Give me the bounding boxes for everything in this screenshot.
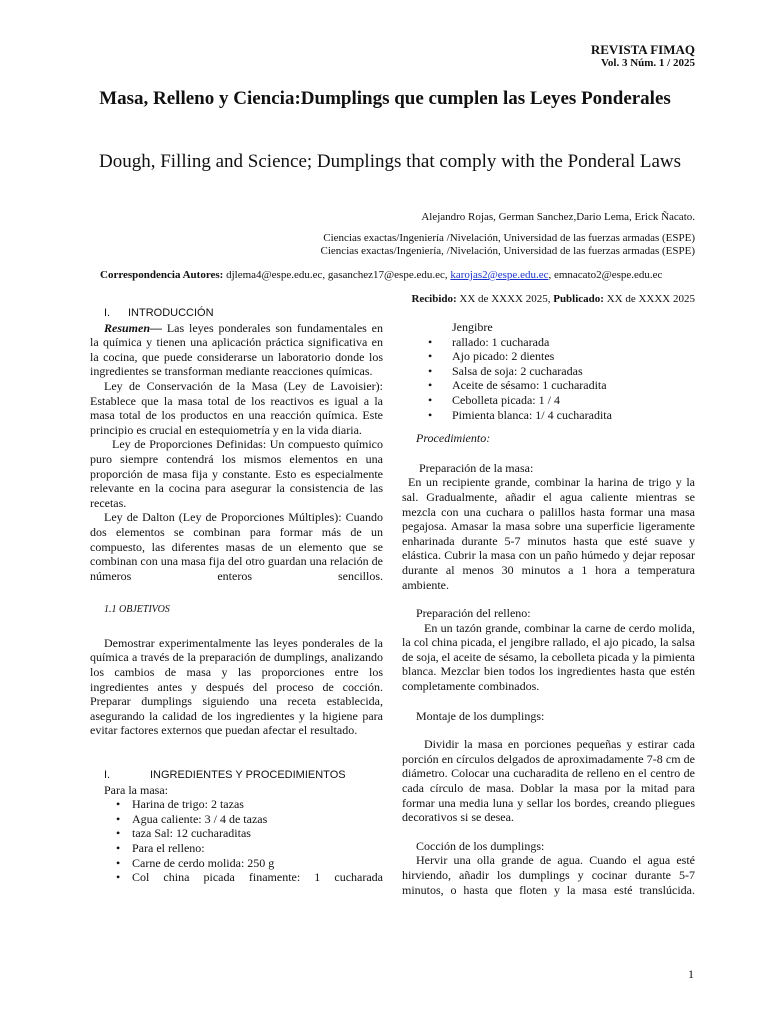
title-english: Dough, Filling and Science; Dumplings that comply with the Ponderal Laws [98, 151, 682, 172]
affiliations [321, 232, 695, 258]
right-column [402, 320, 695, 897]
published-value: XX de XXXX 2025 [603, 293, 695, 305]
filling-heading: Preparación del relleno: [416, 606, 531, 621]
list-item-text: Harina de trigo: 2 tazas [132, 797, 244, 812]
list-item-text: Ajo picado: 2 dientes [452, 349, 555, 364]
list-item [402, 349, 695, 364]
paragraph-proust: Ley de Proporciones Definidas: Un compuesto químico puro siempre contendrá los mismos elementos en una proporción de masa fija y constante. Esto es especialmente relevante en la cocina para asegurar la consistencia de las recetas. [90, 437, 383, 510]
section-title: INGREDIENTES Y PROCEDIMIENTOS [150, 769, 346, 782]
section-ingredients-heading [90, 768, 383, 783]
list-item-text: Agua caliente: 3 / 4 de tazas [132, 811, 268, 826]
bullet-icon: • [428, 363, 433, 378]
list-item [90, 856, 383, 871]
list-item [402, 364, 695, 379]
list-item-text: Cebolleta picada: 1 / 4 [452, 392, 560, 407]
bullet-icon: • [116, 870, 121, 885]
received-label: Recibido: [411, 293, 457, 305]
section-title: INTRODUCCIÓN [128, 307, 214, 319]
cooking-heading: Cocción de los dumplings: [416, 838, 545, 853]
list-item [402, 393, 695, 408]
bullet-icon: • [116, 826, 121, 841]
bullet-icon: • [116, 841, 121, 855]
abstract-text: Las leyes ponderales son fundamentales en la química y tienen una aplicación práctica significativa en la cocina, que puede considerarse un laboratorio donde los ingredientes se transforman mediante reacciones químicas. [90, 320, 383, 379]
received-line [411, 293, 695, 305]
abstract [90, 321, 383, 379]
list-item [402, 408, 695, 423]
affiliation-2: Ciencias exactas/Ingeniería, /Nivelación, Universidad de las fuerzas armadas (ESPE) [320, 245, 695, 257]
list-item-text: Salsa de soja: 2 cucharadas [452, 363, 583, 378]
cooking-text: Hervir una olla grande de agua. Cuando el agua esté hirviendo, añadir los dumplings y cocinar durante 5-7 minutos, o hasta que floten y la masa esté translúcida. [402, 853, 695, 897]
section-number: I. [104, 307, 111, 319]
received-value: XX de XXXX 2025, [456, 293, 554, 305]
published-label: Publicado: [553, 293, 604, 305]
page-number: 1 [688, 967, 694, 981]
ingredient-list [90, 797, 383, 885]
dough-text: En un recipiente grande, combinar la harina de trigo y la sal. Gradualmente, añadir el agua caliente mientras se mezcla con una cuchara o palillos hasta formar una masa pegajosa. Amasar la masa sobre una superficie ligeramente enharinada durante 5-7 minutos hasta que esté suave y elástica. Cubrir la masa con un paño húmedo y dejar reposar durante al menos 30 minutos a 1 hora a temperatura ambiente. [402, 475, 695, 592]
list-item-text: Carne de cerdo molida: 250 g [132, 855, 275, 870]
email-link[interactable]: karojas2@espe.edu.ec [450, 269, 549, 281]
correspondence [100, 269, 700, 281]
bullet-icon: • [428, 407, 433, 422]
objectives-text: Demostrar experimentalmente las leyes ponderales de la química a través de la preparación de dumplings, analizando los cambios de masa y las proporciones entre los ingredientes antes y después del proceso de cocción. Preparar dumplings siguiendo una receta establecida, asegurando la calidad de los ingredientes y la higiene para evitar factores externos que puedan afectar el resultado. [90, 635, 383, 738]
bullet-icon: • [116, 811, 121, 826]
journal-name: REVISTA FIMAQ [590, 42, 695, 57]
dough-heading: Preparación de la masa: [419, 460, 534, 475]
affiliation-1: Ciencias exactas/Ingeniería /Nivelación, Universidad de las fuerzas armadas (ESPE) [323, 232, 695, 244]
list-item [90, 826, 383, 841]
bullet-icon: • [116, 797, 121, 812]
bullet-icon: • [116, 855, 121, 870]
ingredient-list-continued [402, 335, 695, 423]
correspondence-emails-end: , emnacato2@espe.edu.ec [548, 269, 663, 281]
correspondence-emails: djlema4@espe.edu.ec, gasanchez17@espe.edu.ec, [223, 269, 451, 281]
journal-volume: Vol. 3 Núm. 1 / 2025 [600, 57, 695, 69]
list-item-text: taza Sal: 12 cucharaditas [132, 826, 251, 841]
ginger-line: Jengibre [452, 320, 493, 334]
filling-text: En un tazón grande, combinar la carne de cerdo molida, la col china picada, el jengibre rallado, el ajo picado, la salsa de soja, el aceite de sésamo, la cebolleta picada y la pimienta blanca. Mezclar bien todos los ingredientes hasta que estén completamente combinados. [402, 620, 695, 694]
abstract-label: Resumen— [104, 320, 163, 335]
section-number: I. [104, 769, 111, 782]
left-column [90, 306, 383, 885]
bullet-icon: • [428, 378, 433, 393]
assembly-heading: Montaje de los dumplings: [416, 708, 545, 723]
objectives-heading: 1.1 OBJETIVOS [104, 604, 170, 616]
bullet-icon: • [428, 349, 433, 364]
list-item [402, 335, 695, 350]
list-item-text: rallado: 1 cucharada [452, 334, 550, 349]
list-item [402, 378, 695, 393]
list-item [90, 812, 383, 827]
assembly-text: Dividir la masa en porciones pequeñas y estirar cada porción en círculos delgados de aproximadamente 7-8 cm de diámetro. Colocar una cucharadita de relleno en el centro de cada círculo de masa. Doblar la masa por la mitad para formar una media luna y sellar los bordes, creando pliegues decorativos si se desea. [402, 737, 695, 825]
list-item [90, 841, 383, 856]
list-item-text: Aceite de sésamo: 1 cucharadita [452, 378, 607, 393]
authors: Alejandro Rojas, German Sanchez,Dario Lema, Erick Ñacato. [421, 211, 695, 223]
list-item-text: Col china picada finamente: 1 cucharada [132, 870, 383, 885]
bullet-icon: • [428, 392, 433, 407]
list-item [90, 870, 383, 885]
procedure-heading: Procedimiento: [416, 431, 491, 446]
list-item-text: Para el relleno: [132, 841, 205, 855]
list-item [90, 797, 383, 812]
journal-header [591, 42, 695, 70]
paragraph-dalton: Ley de Dalton (Ley de Proporciones Múltiples): Cuando dos elementos se combinan para formar más de un compuesto, las diferentes masas de un elemento que se combinan con una masa fija del otro guardan una relación de números enteros sencillos. [90, 510, 383, 583]
paragraph-lavoisier: Ley de Conservación de la Masa (Ley de Lavoisier): Establece que la masa total de los reactivos es igual a la masa total de los productos en una reacción química. Este principio es crucial en estequiometría y en la vida diaria. [90, 378, 383, 437]
list-item-text: Pimienta blanca: 1/ 4 cucharadita [452, 407, 612, 422]
correspondence-label: Correspondencia Autores: [100, 269, 224, 281]
dough-label: Para la masa: [104, 782, 168, 797]
title-spanish: Masa, Relleno y Ciencia:Dumplings que cumplen las Leyes Ponderales [99, 88, 671, 109]
bullet-icon: • [428, 334, 433, 349]
section-introduction-heading [90, 306, 383, 321]
